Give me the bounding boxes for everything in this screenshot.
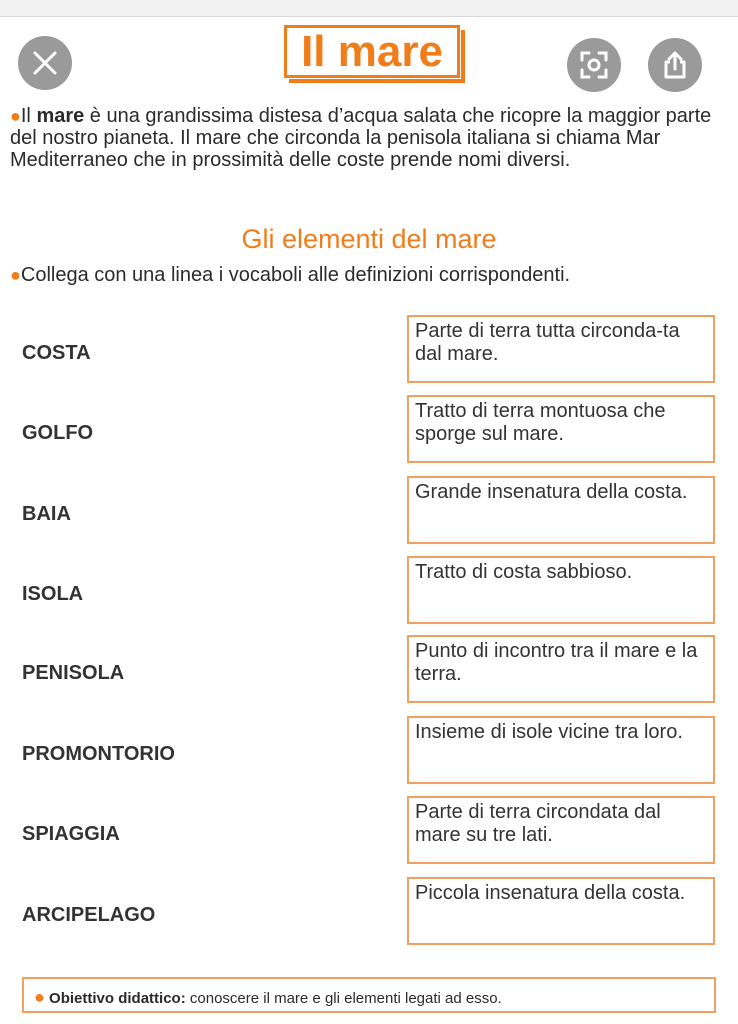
- word-arcipelago[interactable]: ARCIPELAGO: [22, 904, 156, 926]
- intro-paragraph: ●Il mare è una grandissima distesa d’acqua salata che ricopre la maggior parte del nostro pianeta. Il mare che circonda la penisola italiana si chiama Mar Mediterraneo che in prossimità delle coste prende nomi diversi.: [10, 105, 712, 171]
- definition-box-5[interactable]: Punto di incontro tra il mare e la terra.: [407, 635, 715, 703]
- lens-icon: [579, 50, 609, 80]
- definition-box-7[interactable]: Parte di terra circondata dal mare su tre lati.: [407, 796, 715, 864]
- word-penisola[interactable]: PENISOLA: [22, 662, 125, 684]
- close-icon: [32, 50, 58, 76]
- footer-objective: [22, 977, 716, 1013]
- definition-box-2[interactable]: Tratto di terra montuosa che sporge sul mare.: [407, 395, 715, 463]
- bullet-icon: ●: [10, 265, 21, 285]
- word-isola[interactable]: ISOLA: [22, 583, 84, 605]
- definition-box-8[interactable]: Piccola insenatura della costa.: [407, 877, 715, 945]
- page-title-box: [284, 25, 460, 78]
- close-button[interactable]: [18, 36, 72, 90]
- page-title: Il mare: [301, 26, 443, 76]
- bullet-icon: ●: [10, 106, 21, 126]
- word-baia[interactable]: BAIA: [22, 503, 71, 525]
- word-golfo[interactable]: GOLFO: [22, 422, 94, 444]
- lens-button[interactable]: [567, 38, 621, 92]
- instruction-text: ●Collega con una linea i vocaboli alle definizioni corrispondenti.: [10, 264, 571, 286]
- word-costa[interactable]: COSTA: [22, 342, 91, 364]
- objective-label: Obiettivo didattico:: [49, 990, 186, 1007]
- intro-bold-word: mare: [36, 105, 85, 127]
- definition-box-3[interactable]: Grande insenatura della costa.: [407, 476, 715, 544]
- definition-box-1[interactable]: Parte di terra tutta circonda-ta dal mare.: [407, 315, 715, 383]
- definition-box-4[interactable]: Tratto di costa sabbioso.: [407, 556, 715, 624]
- share-button[interactable]: [648, 38, 702, 92]
- browser-top-bar: [0, 0, 738, 17]
- objective-text: conoscere il mare e gli elementi legati ad esso.: [185, 990, 502, 1007]
- word-spiaggia[interactable]: SPIAGGIA: [22, 823, 120, 845]
- section-subtitle: Gli elementi del mare: [241, 224, 497, 254]
- definition-box-6[interactable]: Insieme di isole vicine tra loro.: [407, 716, 715, 784]
- word-promontorio[interactable]: PROMONTORIO: [22, 743, 175, 765]
- share-icon: [661, 50, 689, 80]
- bullet-icon: ●: [34, 987, 45, 1007]
